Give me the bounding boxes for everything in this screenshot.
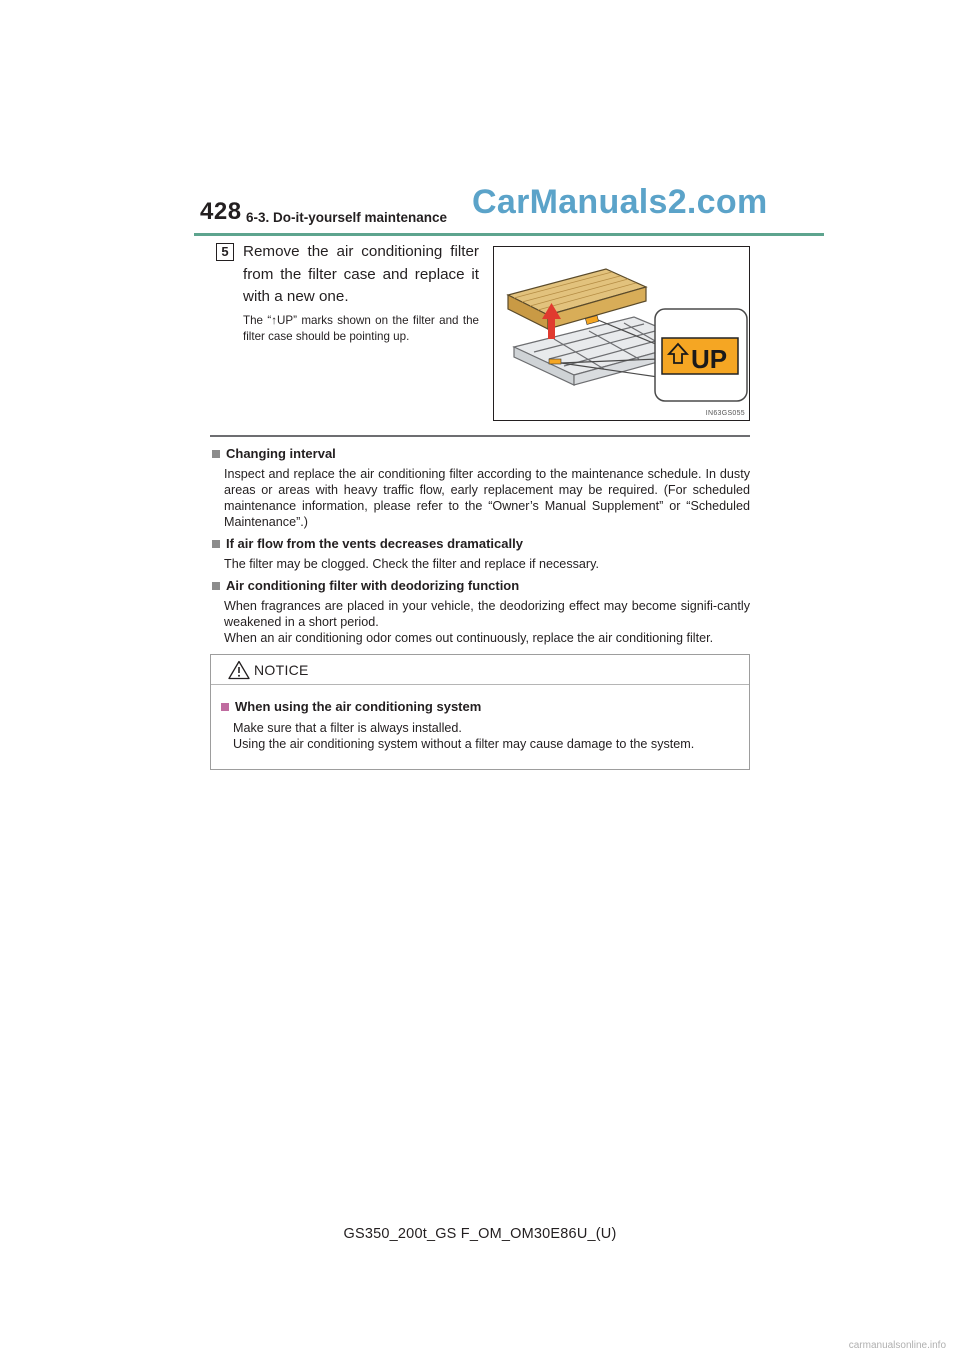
note-heading: Air conditioning filter with deodorizing function (226, 578, 520, 593)
bullet-square-icon (212, 540, 220, 548)
note-body: The filter may be clogged. Check the filter and replace if necessary. (224, 557, 599, 571)
notice-line: Make sure that a filter is always installed. (233, 721, 462, 735)
note-air-flow (210, 535, 750, 572)
bullet-square-icon (221, 703, 229, 711)
notice-heading: When using the air conditioning system (235, 699, 482, 714)
page-number: 428 (200, 198, 242, 225)
filter-illustration (493, 246, 750, 421)
manual-code: GS350_200t_GS F_OM_OM30E86U_(U) (343, 1226, 617, 1242)
section-title: 6-3. Do-it-yourself maintenance (246, 210, 448, 225)
note-body-line: When fragrances are placed in your vehicle, the deodorizing effect may become signifi-cantly weakened in a short period. (224, 599, 750, 629)
case-up-mark-icon (549, 359, 561, 364)
warning-triangle-icon (228, 660, 250, 680)
step-instruction: Remove the air conditioning filter from the filter case and replace it with a new one. (243, 243, 479, 305)
notice-item (219, 698, 739, 752)
notice-box (210, 654, 750, 770)
header-rule (194, 233, 824, 236)
note-body (224, 598, 750, 646)
notice-header (211, 655, 749, 685)
filter-replacement-drawing (494, 247, 750, 421)
step-note: The “↑UP” marks shown on the filter and the filter case should be pointing up. (243, 314, 479, 343)
notice-body (233, 720, 739, 752)
note-body: Inspect and replace the air conditioning filter according to the maintenance schedule. In dusty areas or areas with heavy traffic flow, early replacement may be required. (For scheduled maintenance information, please refer to the “Owner’s Manual Supplement” or “Scheduled Maintenance”.) (224, 467, 750, 529)
footer-watermark[interactable]: carmanualsonline.info (848, 1340, 946, 1351)
site-watermark[interactable]: CarManuals2.com (472, 183, 768, 221)
note-heading: If air flow from the vents decreases dramatically (226, 536, 523, 551)
bullet-square-icon (212, 582, 220, 590)
notice-title: NOTICE (254, 662, 309, 678)
note-body-line: When an air conditioning odor comes out continuously, replace the air conditioning filter. (224, 631, 714, 645)
bullet-square-icon (212, 450, 220, 458)
up-label-text: UP (691, 344, 728, 374)
note-changing-interval (210, 445, 750, 530)
note-deodorizing (210, 577, 750, 646)
section-divider (210, 435, 750, 437)
step-number-badge: 5 (216, 243, 234, 261)
figure-code: IN63GS055 (705, 410, 745, 417)
note-heading: Changing interval (226, 446, 336, 461)
notice-line: Using the air conditioning system without a filter may cause damage to the system. (233, 737, 695, 751)
